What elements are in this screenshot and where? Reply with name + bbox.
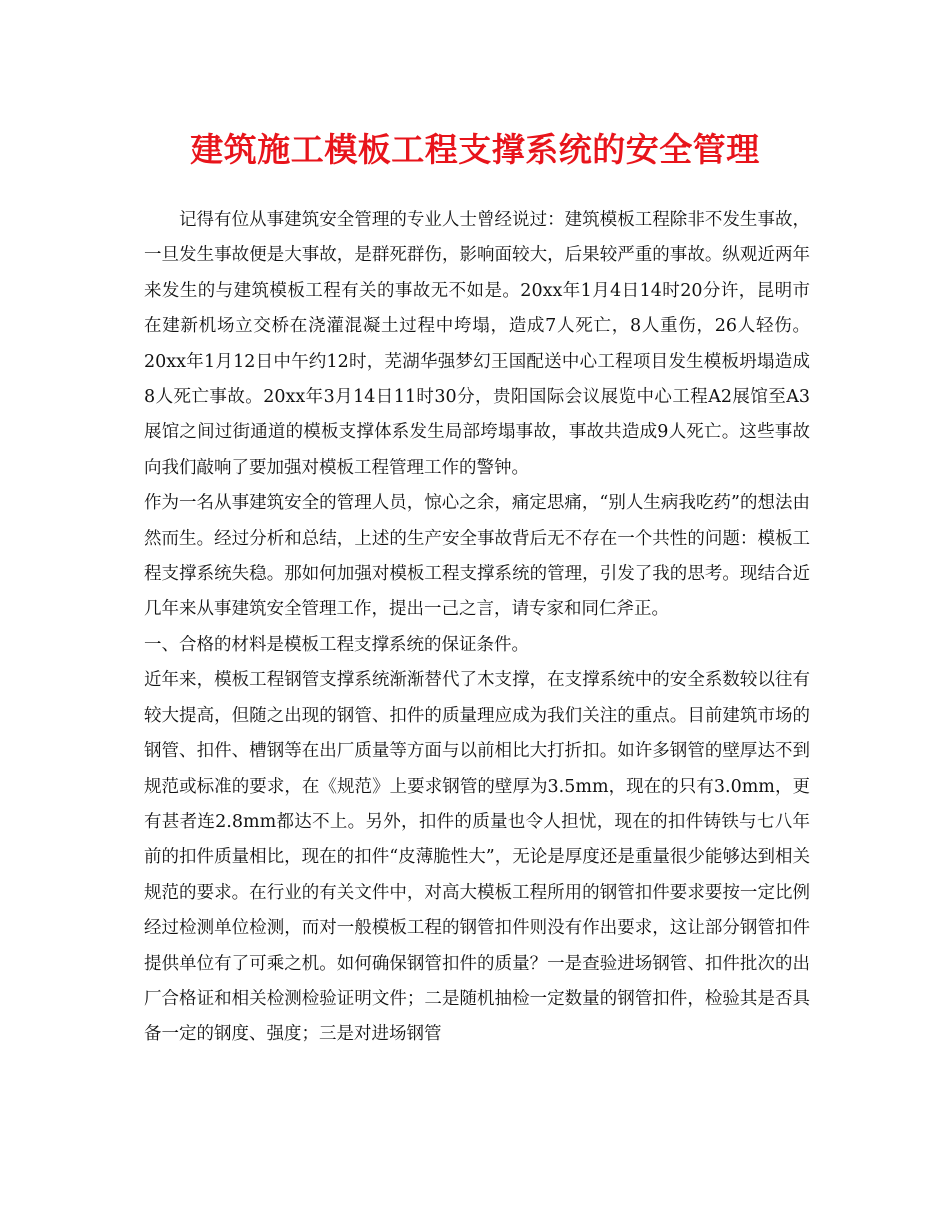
section-heading-1: 一、合格的材料是模板工程支撑系统的保证条件。 xyxy=(144,634,529,655)
paragraph-reflection: 作为一名从事建筑安全的管理人员，惊心之余，痛定思痛，“别人生病我吃药”的想法由然而生。经过分析和总结，上述的生产安全事故背后无不存在一个共性的问题：模板工程支撑系统失稳。那如何加强对模板工程支撑系统的管理，引发了我的思考。现结合近几年来从事建筑安全管理工作，提出一己之言，请专家和同仁斧正。 xyxy=(144,493,810,620)
paragraph-materials: 近年来，模板工程钢管支撑系统渐渐替代了木支撑，在支撑系统中的安全系数较以往有较大提高，但随之出现的钢管、扣件的质量理应成为我们关注的重点。目前建筑市场的钢管、扣件、槽钢等在出厂质量等方面与以前相比大打折扣。如许多钢管的壁厚达不到规范或标准的要求，在《规范》上要求钢管的壁厚为3.5mm，现在的只有3.0mm，更有甚者连2.8mm都达不上。另外，扣件的质量也令人担忧，现在的扣件铸铁与七八年前的扣件质量相比，现在的扣件“皮薄脆性大”，无论是厚度还是重量很少能够达到相关规范的要求。在行业的有关文件中，对高大模板工程所用的钢管扣件要求要按一定比例经过检测单位检测，而对一般模板工程的钢管扣件则没有作出要求，这让部分钢管扣件提供单位有了可乘之机。如何确保钢管扣件的质量？一是查验进场钢管、扣件批次的出厂合格证和相关检测检验证明文件；二是随机抽检一定数量的钢管扣件，检验其是否具备一定的钢度、强度；三是对进场钢管 xyxy=(144,670,810,1045)
paragraph-intro: 记得有位从事建筑安全管理的专业人士曾经说过：建筑模板工程除非不发生事故，一旦发生事故便是大事故，是群死群伤，影响面较大，后果较严重的事故。纵观近两年来发生的与建筑模板工程有关的事故无不如是。20xx年1月4日14时20分许，昆明市在建新机场立交桥在浇灌混凝土过程中垮塌，造成7人死亡，8人重伤，26人轻伤。20xx年1月12日中午约12时，芜湖华强梦幻王国配送中心工程项目发生模板坍塌造成8人死亡事故。20xx年3月14日11时30分，贵阳国际会议展览中心工程A2展馆至A3展馆之间过街通道的模板支撑体系发生局部垮塌事故，事故共造成9人死亡。这些事故向我们敲响了要加强对模板工程管理工作的警钟。 xyxy=(144,210,810,478)
document-body xyxy=(144,203,810,1053)
document-title: 建筑施工模板工程支撑系统的安全管理 xyxy=(190,130,760,169)
